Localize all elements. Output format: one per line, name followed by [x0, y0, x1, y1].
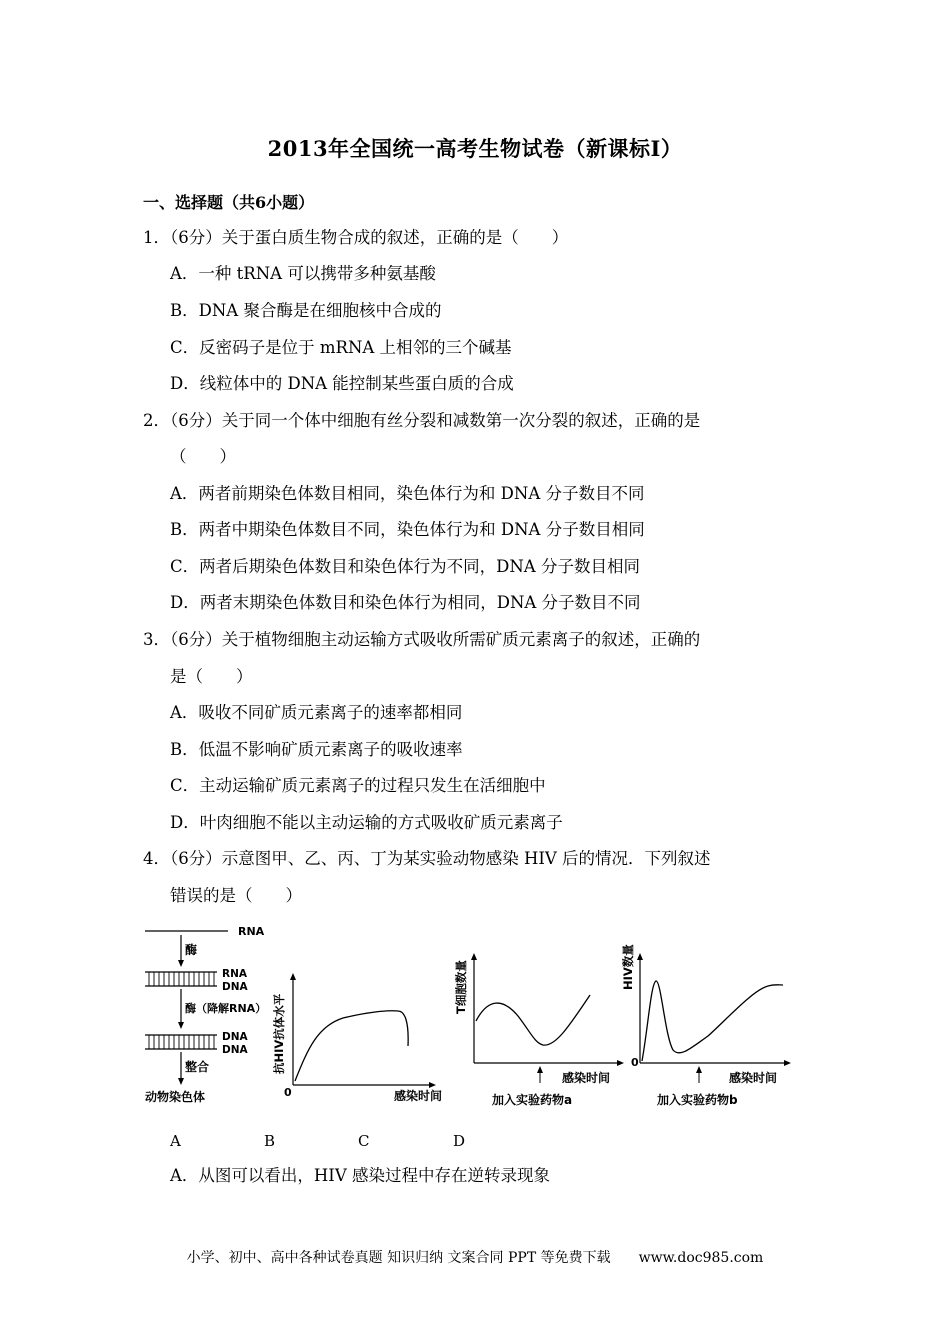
arrow-3-head	[178, 1078, 184, 1085]
arrow-1-head	[178, 960, 184, 967]
label-enzyme: 酶	[185, 943, 198, 957]
page-footer	[0, 1247, 950, 1267]
figure-d-origin: 0	[631, 1056, 639, 1069]
figure-b-xlabel: 感染时间	[394, 1089, 443, 1103]
figure-d-ylabel: HIV数量	[621, 944, 635, 990]
footer-url[interactable]: www.doc985.com	[638, 1250, 764, 1266]
label-animal-chromosome: 动物染色体	[145, 1090, 206, 1104]
question-2-stem: 2．（6分）关于同一个体中细胞有丝分裂和减数第一次分裂的叙述，正确的是	[143, 411, 701, 430]
label-dna-3: DNA	[222, 1044, 248, 1056]
figure-c-y-arrow	[471, 953, 477, 960]
label-dna-1: DNA	[222, 981, 248, 993]
figure-c-curve	[476, 995, 590, 1045]
question-3-option-a: A．吸收不同矿质元素离子的速率都相同	[170, 703, 463, 722]
figure-b-antibody-level	[272, 973, 442, 1103]
arrow-2-head	[178, 1022, 184, 1029]
figure-b-x-arrow	[429, 1082, 436, 1088]
figure-c-drug-arrow-head	[537, 1066, 543, 1073]
question-3-option-c: C．主动运输矿质元素离子的过程只发生在活细胞中	[170, 776, 546, 795]
question-2-stem-continued: （ ）	[170, 447, 236, 466]
figure-c-drug-label: 加入实验药物a	[492, 1093, 573, 1107]
label-rna: RNA	[238, 925, 265, 938]
figure-c-xlabel: 感染时间	[562, 1071, 611, 1085]
figure-c-t-cell-count	[454, 953, 624, 1107]
question-1-option-b: B．DNA 聚合酶是在细胞核中合成的	[170, 301, 442, 320]
section-heading: 一、选择题（共6小题）	[143, 193, 315, 212]
label-rna-2: RNA	[222, 968, 247, 980]
dsdna-rungs	[149, 1035, 214, 1049]
figure-b-ylabel: 抗HIV抗体水平	[272, 993, 286, 1074]
label-integrate: 整合	[185, 1060, 210, 1074]
figure-d-y-arrow	[637, 953, 643, 960]
question-2-option-d: D．两者末期染色体数目和染色体行为相同，DNA 分子数目不同	[170, 593, 641, 612]
figure-c-ylabel: T细胞数量	[454, 960, 468, 1014]
figure-a-reverse-transcription	[145, 925, 266, 1104]
question-3-option-b: B．低温不影响矿质元素离子的吸收速率	[170, 740, 463, 759]
label-dna-2: DNA	[222, 1031, 248, 1043]
figure-caption-c: C	[358, 1132, 370, 1150]
figure-caption-b: B	[264, 1132, 276, 1150]
exam-title: 2013年全国统一高考生物试卷（新课标Ⅰ）	[267, 136, 683, 161]
hybrid-rungs	[149, 972, 214, 986]
question-2-option-b: B．两者中期染色体数目不同，染色体行为和 DNA 分子数目相同	[170, 520, 645, 539]
figure-d-drug-label: 加入实验药物b	[657, 1093, 738, 1107]
figure-caption-a: A	[170, 1132, 181, 1150]
question-3-stem-continued: 是（ ）	[170, 667, 253, 686]
question-1-stem: 1．（6分）关于蛋白质生物合成的叙述，正确的是（ ）	[143, 228, 569, 247]
figure-b-origin: 0	[284, 1086, 292, 1099]
figure-caption-d: D	[453, 1132, 466, 1150]
question-3-option-d: D．叶肉细胞不能以主动运输的方式吸收矿质元素离子	[170, 813, 563, 832]
question-4-stem: 4．（6分）示意图甲、乙、丙、丁为某实验动物感染 HIV 后的情况．下列叙述	[143, 849, 711, 868]
question-1-option-d: D．线粒体中的 DNA 能控制某些蛋白质的合成	[170, 374, 514, 393]
question-1-option-c: C．反密码子是位于 mRNA 上相邻的三个碱基	[170, 338, 512, 357]
question-1-option-a: A．一种 tRNA 可以携带多种氨基酸	[170, 264, 436, 283]
question-2-option-a: A．两者前期染色体数目相同，染色体行为和 DNA 分子数目不同	[170, 484, 645, 503]
figure-d-drug-arrow-head	[696, 1066, 702, 1073]
figure-d-x-arrow	[784, 1060, 791, 1066]
question-4-stem-continued: 错误的是（ ）	[170, 886, 302, 905]
footer-text: 小学、初中、高中各种试卷真题 知识归纳 文案合同 PPT 等免费下载	[186, 1250, 611, 1266]
figure-c-x-arrow	[617, 1060, 624, 1066]
figure-d-xlabel: 感染时间	[729, 1071, 778, 1085]
figure-b-y-arrow	[290, 973, 296, 980]
label-enzyme-degrade: 酶（降解RNA）	[185, 1002, 267, 1015]
hiv-figures	[143, 918, 803, 1118]
figure-b-curve	[295, 1011, 408, 1081]
question-4-option-a: A．从图可以看出，HIV 感染过程中存在逆转录现象	[170, 1166, 550, 1185]
figure-d-hiv-count	[621, 944, 791, 1107]
figure-d-curve	[642, 981, 783, 1061]
question-3-stem: 3．（6分）关于植物细胞主动运输方式吸收所需矿质元素离子的叙述，正确的	[143, 630, 701, 649]
question-2-option-c: C．两者后期染色体数目和染色体行为不同，DNA 分子数目相同	[170, 557, 640, 576]
